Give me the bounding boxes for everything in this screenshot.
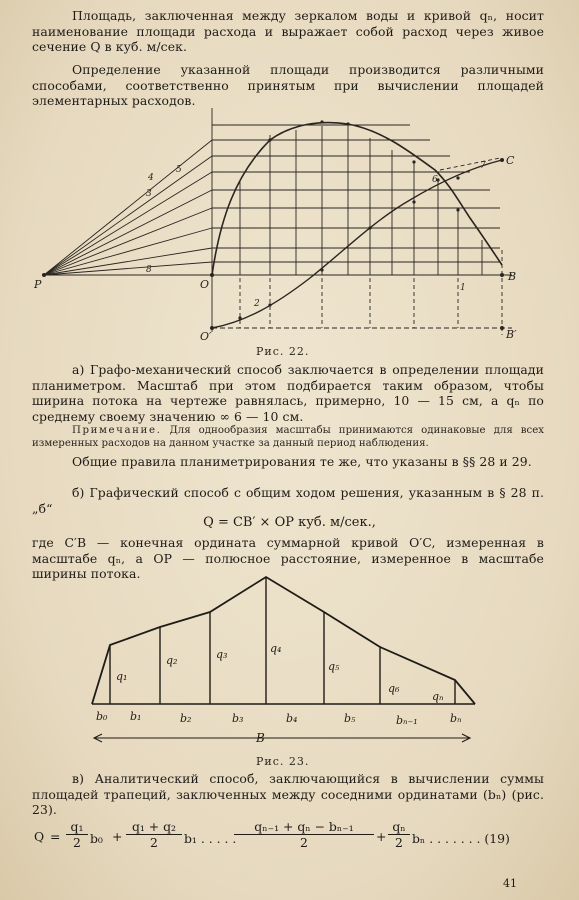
bn-label: bₙ (450, 712, 462, 725)
q6-label: q₆ (388, 682, 400, 695)
eq-frac-4 (388, 820, 410, 850)
q5-label: q₅ (328, 660, 340, 673)
bn-1-label: bₙ₋₁ (396, 714, 418, 727)
figure-22 (30, 100, 550, 342)
figure-23-caption: Рис. 23. (256, 755, 310, 768)
note (32, 425, 544, 450)
qn-label: qₙ (432, 690, 444, 703)
label-p: P (34, 278, 42, 291)
B-label: B (256, 731, 265, 745)
label-n2: 2 (254, 299, 260, 309)
eq-frac-2-den: 2 (150, 835, 158, 850)
b0-label: b₀ (96, 710, 108, 723)
note-text: Для однообразия масштабы принимаются одинаковые для всех измеренных расходов на данном участке за данный период наблюдения. (32, 425, 544, 449)
eq-frac-3-den: 2 (300, 835, 308, 850)
eq-equals: = (50, 829, 61, 844)
label-n7: 7 (480, 161, 486, 171)
figure-23 (80, 572, 480, 750)
eq-b0: b₀ (90, 831, 103, 846)
eq-plus-2: + (376, 829, 387, 844)
paragraph-where: где C′B — конечная ордината суммарной кривой O′C, измеренная в масштабе qₙ, а OP — полюсное расстояние, измеренное в масштабе ширины потока. (32, 535, 544, 581)
label-b-prime: B′ (506, 328, 517, 341)
paragraph-grapho-mechanical: а) Графо-механический способ заключается в определении площади планиметром. Масштаб при этом подбирается таким образом, чтобы ширина потока на чертеже равнялась, примерно, 10 — 15 см, а qₙ по среднему своему значению ∞ 6 — 10 см. (32, 362, 544, 424)
eq-q: Q (34, 829, 45, 844)
eq-frac-4-num: qₙ (388, 820, 410, 835)
label-b: B (508, 270, 517, 283)
eq-frac-1-num: q₁ (66, 820, 88, 835)
eq-b1: b₁ . . . . . (184, 831, 237, 846)
b1-label: b₁ (130, 710, 142, 723)
eq-frac-2-num: q₁ + q₂ (126, 820, 182, 835)
b2-label: b₂ (180, 712, 192, 725)
formula-q: Q = CB′ × OP куб. м/сек., (203, 515, 376, 530)
note-label: Примечание. (72, 425, 162, 436)
profile-polyline (92, 577, 475, 704)
eq-frac-3 (234, 820, 374, 850)
b5-label: b₅ (344, 712, 356, 725)
paragraph-methods: Определение указанной площади производится различными способами, соответственно принятым при вычислении площадей элементарных расходов. (32, 62, 544, 108)
eq-plus-1: + (112, 829, 123, 844)
eq-frac-2 (126, 820, 182, 850)
paragraph-graphic-method: б) Графический способ с общим ходом решения, указанным в § 28 п. „б“ (32, 485, 544, 516)
paragraph-analytic-method: в) Аналитический способ, заключающийся в вычислении суммы площадей трапеций, заключенных между соседними ординатами (bₙ) (рис. 23). (32, 771, 544, 817)
q-curve (212, 123, 502, 275)
q4-label: q₄ (270, 642, 282, 655)
equation-19 (30, 818, 550, 860)
label-n5: 5 (176, 165, 182, 175)
label-o: O (200, 278, 210, 291)
page-number: 41 (503, 877, 517, 890)
eq-frac-4-den: 2 (395, 835, 403, 850)
label-c: C (506, 154, 515, 167)
eq-bn-number: bₙ . . . . . . . (19) (412, 831, 510, 846)
eq-frac-1 (66, 820, 88, 850)
label-n6: 6 (432, 175, 438, 185)
b3-label: b₃ (232, 712, 244, 725)
eq-frac-1-den: 2 (73, 835, 81, 850)
label-n3: 3 (146, 189, 152, 199)
label-o-prime: O′ (200, 330, 212, 342)
q3-label: q₃ (216, 648, 228, 661)
paragraph-flow-area: Площадь, заключенная между зеркалом воды и кривой qₙ, носит наименование площади расхода и выражает собой расход через живое сечение Q в куб. м/сек. (32, 8, 544, 54)
eq-frac-3-num: qₙ₋₁ + qₙ − bₙ₋₁ (234, 820, 374, 835)
b4-label: b₄ (286, 712, 298, 725)
q2-label: q₂ (166, 654, 178, 667)
label-n1: 1 (460, 283, 466, 293)
label-n8: 8 (146, 265, 152, 275)
paragraph-planimetry: Общие правила планиметрирования те же, что указаны в §§ 28 и 29. (72, 454, 532, 469)
q1-label: q₁ (116, 670, 128, 683)
figure-22-caption: Рис. 22. (256, 345, 310, 358)
label-n4: 4 (148, 173, 154, 183)
